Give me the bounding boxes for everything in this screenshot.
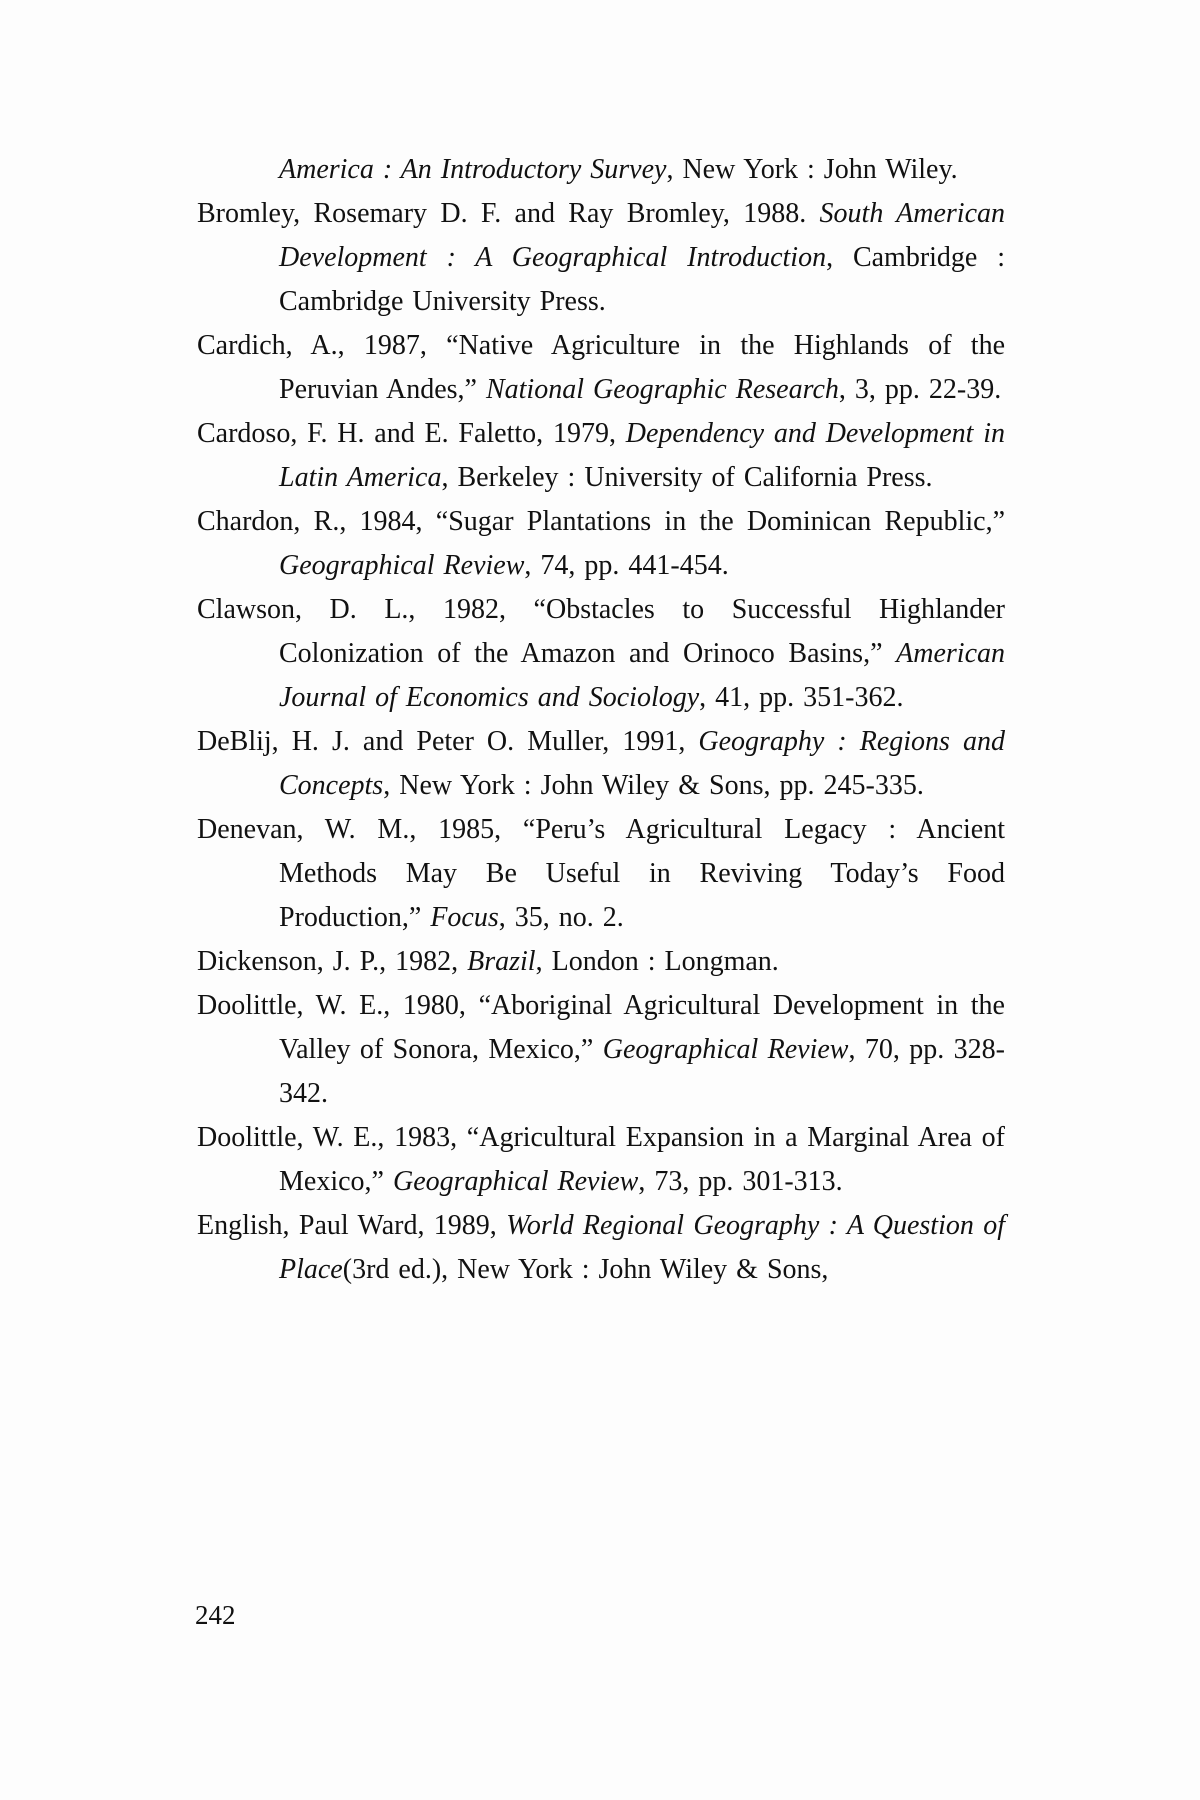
reference-title: World Regional Geography : A Question of Place: [279, 1210, 1005, 1285]
reference-text: , 3, pp. 22-39.: [838, 374, 1002, 405]
reference-text: Dickenson, J. P., 1982,: [197, 946, 468, 977]
reference-text: , New York : John Wiley & Sons, pp. 245-335.: [383, 770, 924, 801]
reference-text: Doolittle, W. E., 1983, “Agricultural Expansion in a Marginal Area of Mexico,”: [197, 1122, 1005, 1197]
reference-title: Geographical Review: [602, 1034, 849, 1065]
reference-title: Brazil: [467, 946, 536, 977]
reference-entry-continued: [197, 148, 1005, 192]
reference-entry: [197, 984, 1005, 1116]
reference-title: Geography : Regions and Concepts: [279, 726, 1005, 801]
reference-title: South American Development : A Geographical Introduction: [279, 198, 1005, 273]
reference-text: DeBlij, H. J. and Peter O. Muller, 1991,: [197, 726, 699, 757]
reference-text: , 41, pp. 351-362.: [699, 682, 904, 713]
reference-text: Chardon, R., 1984, “Sugar Plantations in the Dominican Republic,”: [197, 506, 1005, 537]
reference-entry: [197, 808, 1005, 940]
reference-title: American Journal of Economics and Sociology: [279, 638, 1005, 713]
reference-text: Cardoso, F. H. and E. Faletto, 1979,: [197, 418, 626, 449]
reference-entry: [197, 192, 1005, 324]
reference-title: Focus: [430, 902, 499, 933]
reference-text: , Berkeley : University of California Press.: [441, 462, 933, 493]
reference-title: Geographical Review: [279, 550, 525, 581]
reference-entry: [197, 720, 1005, 808]
reference-entry: [197, 588, 1005, 720]
reference-title: America : An Introductory Survey: [279, 154, 667, 185]
reference-title: Dependency and Development in Latin America: [279, 418, 1005, 493]
reference-entry: [197, 324, 1005, 412]
reference-list: [197, 148, 1005, 1292]
reference-title: National Geographic Research: [485, 374, 839, 405]
reference-text: , 70, pp. 328-342.: [279, 1034, 1006, 1109]
reference-text: Doolittle, W. E., 1980, “Aboriginal Agricultural Development in the Valley of Sonora, Mexico,”: [197, 990, 1005, 1065]
reference-text: Denevan, W. M., 1985, “Peru’s Agricultural Legacy : Ancient Methods May Be Useful in Reviving Today’s Food Production,”: [197, 814, 1005, 933]
reference-entry: [197, 1116, 1005, 1204]
reference-text: , New York : John Wiley.: [666, 154, 958, 185]
reference-text: , Cambridge : Cambridge University Press.: [279, 242, 1006, 317]
reference-text: , 35, no. 2.: [498, 902, 624, 933]
reference-text: (3rd ed.), New York : John Wiley & Sons,: [342, 1254, 829, 1285]
reference-entry: [197, 412, 1005, 500]
page-number: 242: [195, 1600, 236, 1630]
reference-entry: [197, 500, 1005, 588]
reference-text: Bromley, Rosemary D. F. and Ray Bromley, 1988.: [197, 198, 820, 229]
reference-text: English, Paul Ward, 1989,: [197, 1210, 507, 1241]
reference-entry: [197, 940, 1005, 984]
reference-title: Geographical Review: [392, 1166, 639, 1197]
reference-text: , 74, pp. 441-454.: [524, 550, 729, 581]
reference-text: Cardich, A., 1987, “Native Agriculture in the Highlands of the Peruvian Andes,”: [197, 330, 1005, 405]
reference-text: , 73, pp. 301-313.: [638, 1166, 843, 1197]
reference-entry: [197, 1204, 1005, 1292]
reference-text: , London : Longman.: [535, 946, 779, 977]
reference-text: Clawson, D. L., 1982, “Obstacles to Successful Highlander Colonization of the Amazon and Orinoco Basins,”: [197, 594, 1005, 669]
